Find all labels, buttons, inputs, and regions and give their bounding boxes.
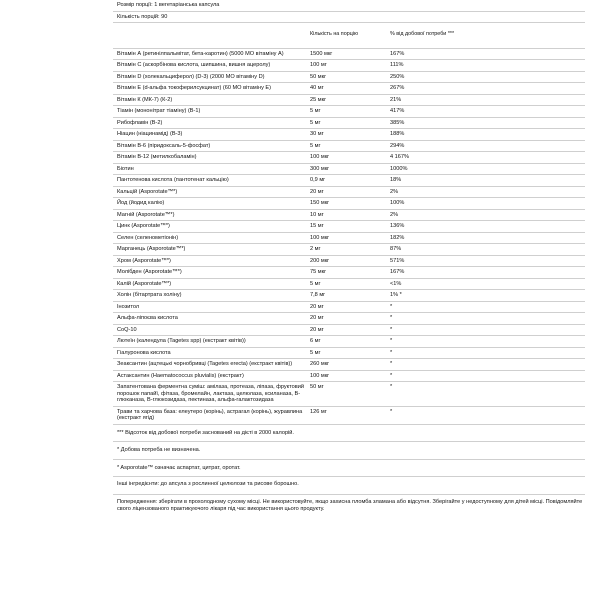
ingredient-name: Калій (Asporotate™*) <box>113 278 307 290</box>
ingredient-amount: 7,8 мг <box>307 290 387 302</box>
ingredient-name: Кальцій (Asporotate™*) <box>113 186 307 198</box>
ingredient-daily-value: 100% <box>387 198 585 210</box>
ingredient-name: Хром (Asporotate™*) <box>113 255 307 267</box>
ingredient-daily-value: 21% <box>387 94 585 106</box>
table-row <box>113 83 585 95</box>
table-row <box>113 336 585 348</box>
ingredient-name: Марганець (Asporotate™*) <box>113 244 307 256</box>
table-row <box>113 301 585 313</box>
table-row <box>113 71 585 83</box>
table-row <box>113 221 585 233</box>
ingredient-name: Холін (бітартрата холіну) <box>113 290 307 302</box>
footnote: * Asporotate™ означає аспартат, цитрат, оротат. <box>113 459 585 477</box>
serving-size-row <box>113 0 585 11</box>
ingredient-amount: 6 мг <box>307 336 387 348</box>
table-row <box>113 163 585 175</box>
table-row <box>113 244 585 256</box>
table-row <box>113 370 585 382</box>
ingredient-name: Пантотенова кислота (пантотенат кальцію) <box>113 175 307 187</box>
ingredient-amount: 100 мкг <box>307 152 387 164</box>
ingredient-daily-value: 2% <box>387 186 585 198</box>
supplement-facts-body <box>113 0 585 477</box>
table-row <box>113 129 585 141</box>
ingredient-daily-value: 87% <box>387 244 585 256</box>
table-row <box>113 313 585 325</box>
ingredient-daily-value: 136% <box>387 221 585 233</box>
divider <box>113 494 585 495</box>
table-row <box>113 60 585 72</box>
servings-count: Кількість порцій: 90 <box>113 11 585 23</box>
ingredient-amount: 5 мг <box>307 278 387 290</box>
ingredient-amount: 0,9 мг <box>307 175 387 187</box>
ingredient-amount: 5 мг <box>307 117 387 129</box>
ingredient-name: Цинк (Asporotate™*) <box>113 221 307 233</box>
ingredient-daily-value: 4 167% <box>387 152 585 164</box>
footnote-row <box>113 459 585 477</box>
ingredient-daily-value: 294% <box>387 140 585 152</box>
ingredient-amount: 150 мкг <box>307 198 387 210</box>
ingredient-name: Лютеїн (календула (Tagetes spp) (екстракт квітів)) <box>113 336 307 348</box>
ingredient-name: Ніацин (ніацинамід) (В-3) <box>113 129 307 141</box>
ingredient-name: Селен (селенометіонін) <box>113 232 307 244</box>
ingredient-daily-value: * <box>387 370 585 382</box>
ingredient-amount: 20 мг <box>307 313 387 325</box>
ingredient-name: Біотин <box>113 163 307 175</box>
ingredient-daily-value: 167% <box>387 48 585 60</box>
table-row <box>113 186 585 198</box>
table-row <box>113 152 585 164</box>
ingredient-daily-value: 267% <box>387 83 585 95</box>
table-row <box>113 359 585 371</box>
column-header-row <box>113 23 585 49</box>
ingredient-daily-value: * <box>387 324 585 336</box>
column-header-amount: Кількість на порцію <box>307 23 387 49</box>
warning-text: Попередження: зберігати в прохолодному сухому місці. Не використовуйте, якщо захисна пломба зламана або відсутня. Зберігайте у недоступному для дітей місці. Повідомляйте свого ліцензованого практикуючого лікаря під час використання цього продукту. <box>117 499 583 512</box>
ingredient-daily-value: 167% <box>387 267 585 279</box>
table-row <box>113 198 585 210</box>
ingredient-amount: 50 мкг <box>307 71 387 83</box>
ingredient-name: Магній (Asporotate™*) <box>113 209 307 221</box>
table-row <box>113 140 585 152</box>
table-row <box>113 267 585 279</box>
serving-size: Розмір порції: 1 вегетаріанська капсула <box>113 0 585 11</box>
ingredient-amount: 75 мкг <box>307 267 387 279</box>
ingredient-daily-value: 18% <box>387 175 585 187</box>
ingredient-name: Вітамін К (МК-7) (К-2) <box>113 94 307 106</box>
table-row <box>113 94 585 106</box>
ingredient-amount: 10 мг <box>307 209 387 221</box>
ingredient-daily-value: 182% <box>387 232 585 244</box>
table-row <box>113 406 585 424</box>
ingredient-name: Йод (йодид калію) <box>113 198 307 210</box>
ingredient-amount: 2 мг <box>307 244 387 256</box>
table-row <box>113 175 585 187</box>
ingredient-daily-value: * <box>387 336 585 348</box>
ingredient-daily-value: 111% <box>387 60 585 72</box>
ingredient-amount: 100 мкг <box>307 370 387 382</box>
ingredient-name: Інозитол <box>113 301 307 313</box>
ingredient-daily-value: 385% <box>387 117 585 129</box>
ingredient-amount: 20 мг <box>307 186 387 198</box>
table-row <box>113 290 585 302</box>
ingredient-name: Зеаксантин (ацтецькі чорнобривці (Tagetes erecta) (екстракт квітів)) <box>113 359 307 371</box>
ingredient-name: Рибофлавін (В-2) <box>113 117 307 129</box>
table-row <box>113 117 585 129</box>
servings-row <box>113 11 585 23</box>
ingredient-daily-value: * <box>387 301 585 313</box>
ingredient-name: CoQ-10 <box>113 324 307 336</box>
table-row <box>113 278 585 290</box>
ingredient-name: Трави та харчова база: елеутеро (корінь), астрагал (корінь), журавлина (екстракт ягід) <box>113 406 307 424</box>
ingredient-daily-value: 417% <box>387 106 585 118</box>
ingredient-name: Вітамін Е (d-альфа токоферилсукцинат) (60 МО вітаміну Е) <box>113 83 307 95</box>
ingredient-daily-value: * <box>387 347 585 359</box>
table-row <box>113 48 585 60</box>
ingredient-amount: 5 мг <box>307 347 387 359</box>
ingredient-amount: 15 мг <box>307 221 387 233</box>
ingredient-name: Вітамін В-6 (піридоксаль-5-фосфат) <box>113 140 307 152</box>
table-row <box>113 382 585 407</box>
supplement-facts-table <box>113 0 585 477</box>
table-row <box>113 324 585 336</box>
ingredient-amount: 1500 мкг <box>307 48 387 60</box>
ingredient-amount: 30 мг <box>307 129 387 141</box>
column-header-dv: % від добової потреби *** <box>387 23 585 49</box>
ingredient-name: Астаксантин (Haematococcus pluvialis) (екстракт) <box>113 370 307 382</box>
ingredient-daily-value: 571% <box>387 255 585 267</box>
ingredient-name: Вітамін В-12 (метилкобаламін) <box>113 152 307 164</box>
ingredient-name: Альфа-ліпоєва кислота <box>113 313 307 325</box>
ingredient-amount: 20 мг <box>307 324 387 336</box>
footnote-row <box>113 424 585 442</box>
other-ingredients: Інші інгредієнти: до апсула з рослинної целюлози та рисове борошно. <box>117 481 299 487</box>
ingredient-name: Молібден (Asporotate™*) <box>113 267 307 279</box>
ingredient-name: Вітамін D (холекальциферол) (D-3) (2000 МО вітаміну D) <box>113 71 307 83</box>
ingredient-daily-value: * <box>387 406 585 424</box>
ingredient-amount: 260 мкг <box>307 359 387 371</box>
ingredient-name: Запатентована ферментна суміш: амілаза, протеаза, ліпаза, фруктовий порошок папайї, фітаза, бромелайн, лактаза, целюлаза, ксиланаза, В-глюканаза, В-глюкозидаза, пектиназа, альфа-галактозидаза <box>113 382 307 407</box>
ingredient-daily-value: 1% * <box>387 290 585 302</box>
ingredient-name: Вітамін С (аскорбінова кислота, шипшина, вишня ацеролу) <box>113 60 307 72</box>
footnote: *** Відсоток від добової потреби заснований на дієті в 2000 калорій. <box>113 424 585 442</box>
ingredient-daily-value: * <box>387 313 585 325</box>
footnote-row <box>113 442 585 460</box>
ingredient-name: Вітамін А (ретинілпальмітат, бета-каротин) (5000 МО вітаміну А) <box>113 48 307 60</box>
ingredient-amount: 25 мкг <box>307 94 387 106</box>
ingredient-name: Тіамін (мононітрат тіаміну) (B-1) <box>113 106 307 118</box>
table-row <box>113 347 585 359</box>
table-row <box>113 209 585 221</box>
ingredient-daily-value: 250% <box>387 71 585 83</box>
ingredient-daily-value: * <box>387 359 585 371</box>
footnote: * Добова потреба не визначена. <box>113 442 585 460</box>
table-row <box>113 106 585 118</box>
ingredient-daily-value: <1% <box>387 278 585 290</box>
ingredient-amount: 100 мг <box>307 60 387 72</box>
ingredient-amount: 200 мкг <box>307 255 387 267</box>
ingredient-amount: 20 мг <box>307 301 387 313</box>
ingredient-amount: 100 мкг <box>307 232 387 244</box>
ingredient-amount: 300 мкг <box>307 163 387 175</box>
ingredient-amount: 50 мг <box>307 382 387 407</box>
ingredient-amount: 5 мг <box>307 106 387 118</box>
ingredient-amount: 126 мг <box>307 406 387 424</box>
table-row <box>113 232 585 244</box>
ingredient-amount: 5 мг <box>307 140 387 152</box>
ingredient-daily-value: 1000% <box>387 163 585 175</box>
column-header-name <box>113 23 307 49</box>
ingredient-daily-value: 2% <box>387 209 585 221</box>
ingredient-name: Гіалуронова кислота <box>113 347 307 359</box>
table-row <box>113 255 585 267</box>
ingredient-daily-value: 188% <box>387 129 585 141</box>
ingredient-amount: 40 мг <box>307 83 387 95</box>
ingredient-daily-value: * <box>387 382 585 407</box>
